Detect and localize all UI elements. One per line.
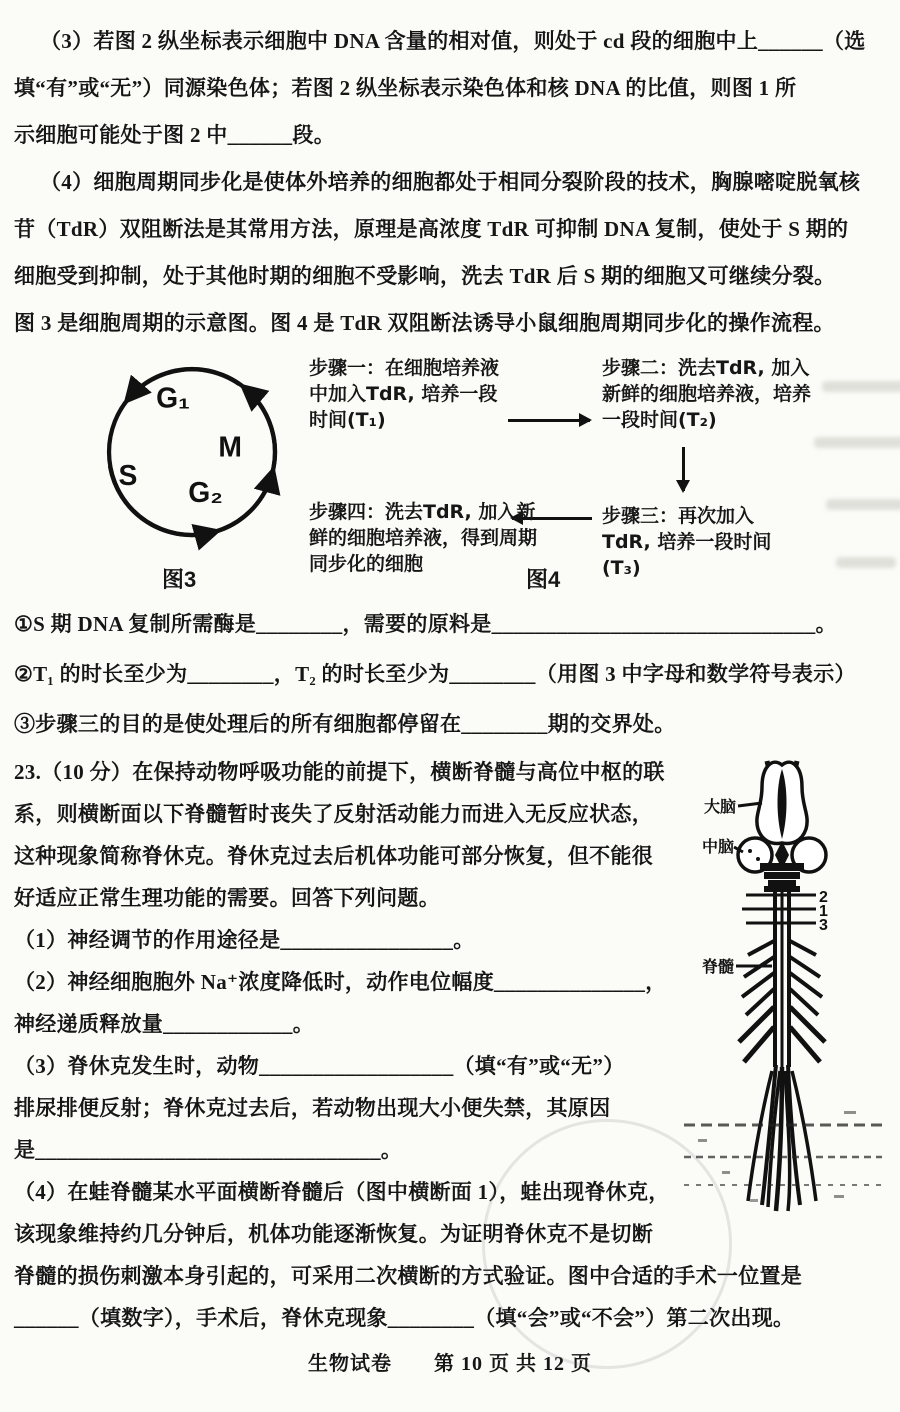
subq-2: ②T₁ 的时长至少为________，T₂ 的时长至少为________（用图 3 中字母和数学符号表示） bbox=[14, 662, 856, 686]
q23-item-4a: （4）在蛙脊髓某水平面横断脊髓后（图中横断面 1），蛙出现脊休克， bbox=[14, 1180, 670, 1204]
midbrain-label: 中脑 bbox=[702, 839, 735, 856]
q23-intro-line: 好适应正常生理功能的需要。回答下列问题。 bbox=[14, 886, 440, 910]
exam-name: 生物试卷 bbox=[308, 1353, 392, 1375]
flow-step2: 步骤二：洗去TdR, 加入新鲜的细胞培养液，培养一段时间(T₂) bbox=[602, 357, 812, 431]
q23-item-3b: 排尿排便反射；脊休克过去后，若动物出现大小便失禁，其原因 bbox=[14, 1096, 611, 1120]
q23-item-1: （1）神经调节的作用途径是________________。 bbox=[14, 928, 475, 952]
question22-sub-questions bbox=[14, 599, 886, 749]
q22-p3-line: （3）若图 2 纵坐标表示细胞中 DNA 含量的相对值，则处于 cd 段的细胞中上______（选 bbox=[40, 29, 866, 53]
arrow-right-icon bbox=[508, 419, 590, 422]
page-number: 第 10 页 共 12 页 bbox=[434, 1353, 592, 1375]
subq-3: ③步骤三的目的是使处理后的所有细胞都停留在________期的交界处。 bbox=[14, 712, 676, 736]
phase-label-g1: G₁ bbox=[156, 381, 190, 414]
q23-intro-line: 23.（10 分）在保持动物呼吸功能的前提下，横断脊髓与高位中枢的联 bbox=[14, 760, 665, 784]
scan-bleed-mark bbox=[822, 381, 900, 392]
q22-p4-line: 苷（TdR）双阻断法是其常用方法，原理是高浓度 TdR 可抑制 DNA 复制，使处于 S 期的 bbox=[14, 217, 849, 241]
scan-bleed-mark bbox=[826, 499, 900, 510]
cell-cycle-diagram bbox=[96, 353, 288, 551]
q22-p3-line: 填“有”或“无”）同源染色体；若图 2 纵坐标表示染色体和核 DNA 的比值，则图 1 所 bbox=[14, 76, 797, 100]
cut-number-3: 3 bbox=[819, 917, 828, 934]
flow-step3: 步骤三：再次加入TdR, 培养一段时间(T₃) bbox=[602, 505, 772, 579]
q23-item-2a: （2）神经细胞胞外 Na⁺浓度降低时，动作电位幅度______________， bbox=[14, 970, 667, 994]
figure4-caption: 图4 bbox=[526, 567, 561, 592]
arrow-down-icon bbox=[682, 447, 685, 491]
spinal-cord-label: 脊髓 bbox=[702, 959, 735, 976]
flow-step4: 步骤四：洗去TdR, 加入新鲜的细胞培养液，得到周期同步化的细胞 bbox=[309, 501, 538, 575]
q23-item-4c: 脊髓的损伤刺激本身引起的，可采用二次横断的方式验证。图中合适的手术一位置是 bbox=[14, 1264, 803, 1288]
cycle-arrow-upper-right bbox=[246, 389, 275, 474]
q23-item-3c: 是________________________________。 bbox=[14, 1138, 403, 1162]
q23-item-4d: ______（填数字），手术后，脊休克现象________（填“会”或“不会”）第二次出现。 bbox=[14, 1306, 795, 1330]
q23-intro-line: 系，则横断面以下脊髓暂时丧失了反射活动能力而进入无反应状态， bbox=[14, 802, 653, 826]
phase-label-m: M bbox=[218, 430, 242, 463]
flow-step1: 步骤一：在细胞培养液中加入TdR, 培养一段时间(T₁) bbox=[309, 357, 500, 431]
spinal-cord-diagram bbox=[684, 755, 882, 1233]
question22-part4 bbox=[14, 159, 886, 347]
q23-item-4b: 该现象维持约几分钟后，机体功能逐渐恢复。为证明脊休克不是切断 bbox=[14, 1222, 653, 1246]
page-footer bbox=[14, 1347, 886, 1376]
question22-part3 bbox=[14, 18, 886, 159]
cut-number-2: 2 bbox=[819, 889, 828, 906]
cerebrum-label: 大脑 bbox=[704, 799, 737, 816]
figure3-caption: 图3 bbox=[162, 567, 197, 592]
q23-item-3a: （3）脊休克发生时，动物__________________（填“有”或“无”） bbox=[14, 1054, 625, 1078]
q22-p4-line: （4）细胞周期同步化是使体外培养的细胞都处于相同分裂阶段的技术，胸腺嘧啶脱氧核 bbox=[40, 170, 861, 194]
q22-p4-line: 图 3 是细胞周期的示意图。图 4 是 TdR 双阻断法诱导小鼠细胞周期同步化的操作流程。 bbox=[14, 311, 835, 335]
q23-item-2b: 神经递质释放量____________。 bbox=[14, 1012, 314, 1036]
phase-label-g2: G₂ bbox=[188, 475, 223, 508]
q23-intro-line: 这种现象简称脊休克。脊休克过去后机体功能可部分恢复，但不能很 bbox=[14, 844, 653, 868]
scan-bleed-mark bbox=[836, 557, 896, 568]
scan-bleed-mark bbox=[814, 437, 900, 448]
q22-p4-line: 细胞受到抑制，处于其他时期的细胞不受影响，洗去 TdR 后 S 期的细胞又可继续分裂。 bbox=[14, 264, 836, 288]
q22-p3-line: 示细胞可能处于图 2 中______段。 bbox=[14, 123, 335, 147]
cauda-equina bbox=[748, 1065, 816, 1211]
figures-row bbox=[14, 351, 886, 599]
question23 bbox=[14, 751, 886, 1339]
subq-1: ①S 期 DNA 复制所需酶是________，需要的原料是______________________________。 bbox=[14, 612, 837, 636]
cut-number-1: 1 bbox=[819, 903, 828, 920]
phase-label-s: S bbox=[118, 459, 138, 491]
